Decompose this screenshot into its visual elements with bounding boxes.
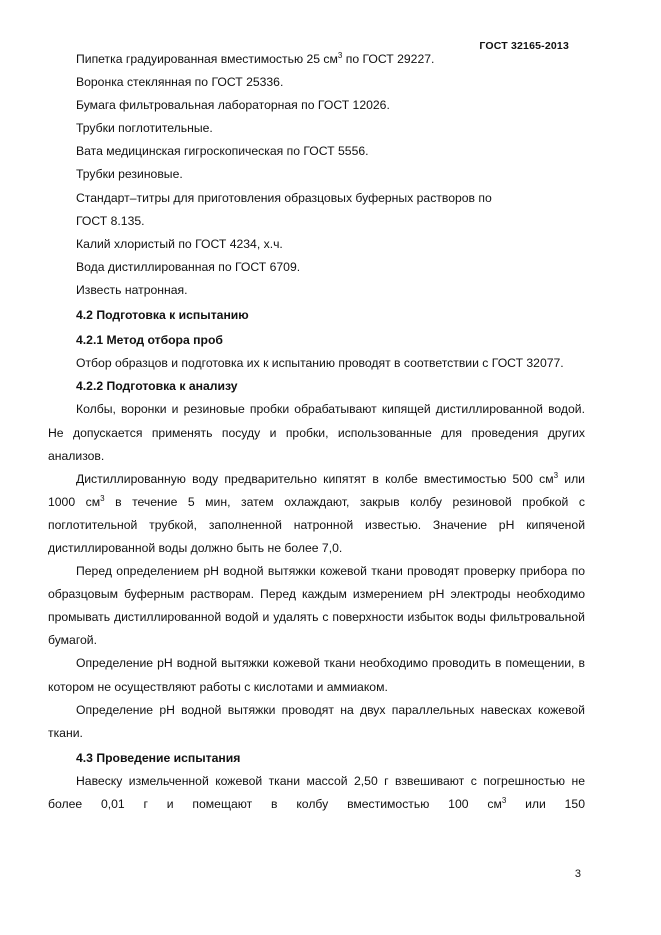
- material-soda-lime: Известь натронная.: [76, 282, 188, 297]
- material-text-after: по ГОСТ 29227.: [342, 52, 435, 66]
- superscript: 3: [553, 470, 559, 480]
- section-heading-4-2: 4.2 Подготовка к испытанию: [76, 308, 249, 323]
- paragraph-text: или 1000 см: [48, 471, 585, 509]
- material-pipette: [48, 48, 585, 71]
- paragraph-boiled-water: [48, 468, 585, 560]
- material-standard-titres-cont: ГОСТ 8.135.: [76, 213, 145, 228]
- material-filter-paper: Бумага фильтровальная лабораторная по ГОСТ 12026.: [76, 98, 390, 113]
- section-heading-4-3: 4.3 Проведение испытания: [76, 750, 241, 765]
- paragraph-sample-weighing: [48, 770, 585, 816]
- material-text: Пипетка градуированная вместимостью 25 см: [76, 52, 338, 66]
- paragraph-parallel: Определение рН водной вытяжки проводят на двух параллельных навесках кожевой ткани.: [48, 702, 585, 740]
- paragraph-glassware: Колбы, воронки и резиновые пробки обрабатывают кипящей дистиллированной водой. Не допускается применять посуду и пробки, использованные для проведения других анализов.: [48, 402, 585, 463]
- section-heading-4-2-1: 4.2.1 Метод отбора проб: [76, 333, 223, 348]
- material-absorption-tubes: Трубки поглотительные.: [76, 121, 213, 136]
- material-cotton: Вата медицинская гигроскопическая по ГОСТ 5556.: [76, 144, 369, 159]
- material-standard-titres: Стандарт–титры для приготовления образцовых буферных растворов по: [76, 190, 492, 205]
- material-rubber-tubes: Трубки резиновые.: [76, 167, 183, 182]
- paragraph-text: в течение 5 мин, затем охлаждают, закрыв колбу резиновой пробкой с поглотительной трубкой, заполненной натронной известью. Значение рН кипяченой дистиллированной воды должно быть не более 7,0.: [48, 494, 585, 555]
- paragraph-text: Дистиллированную воду предварительно кипятят в колбе вместимостью 500 см: [76, 471, 554, 486]
- paragraph-text: или 150: [506, 797, 585, 811]
- page-number: 3: [574, 868, 581, 880]
- material-potassium-chloride: Калий хлористый по ГОСТ 4234, х.ч.: [76, 236, 283, 251]
- superscript: 3: [501, 795, 507, 805]
- paragraph-text: Навеску измельченной кожевой ткани массой 2,50 г взвешивают с погрешностью не более 0,01 г и помещают в колбу вместимостью 100 см: [48, 773, 585, 811]
- page-content: [48, 48, 585, 816]
- material-funnel: Воронка стеклянная по ГОСТ 25336.: [76, 75, 284, 90]
- standard-header: ГОСТ 32165-2013: [479, 40, 569, 52]
- superscript: 3: [337, 50, 343, 60]
- superscript: 3: [100, 493, 105, 503]
- section-heading-4-2-2: 4.2.2 Подготовка к анализу: [76, 379, 238, 394]
- paragraph-room: Определение рН водной вытяжки кожевой ткани необходимо проводить в помещении, в котором не осуществляют работы с кислотами и аммиаком.: [48, 656, 585, 694]
- material-distilled-water: Вода дистиллированная по ГОСТ 6709.: [76, 259, 301, 274]
- paragraph-sampling: Отбор образцов и подготовка их к испытанию проводят в соответствии с ГОСТ 32077.: [76, 356, 564, 371]
- paragraph-calibration: Перед определением рН водной вытяжки кожевой ткани проводят проверку прибора по образцовым буферным растворам. Перед каждым измерением рН электроды необходимо промывать дистиллированной водой и удалять с поверхности избыток воды фильтровальной бумагой.: [48, 564, 585, 648]
